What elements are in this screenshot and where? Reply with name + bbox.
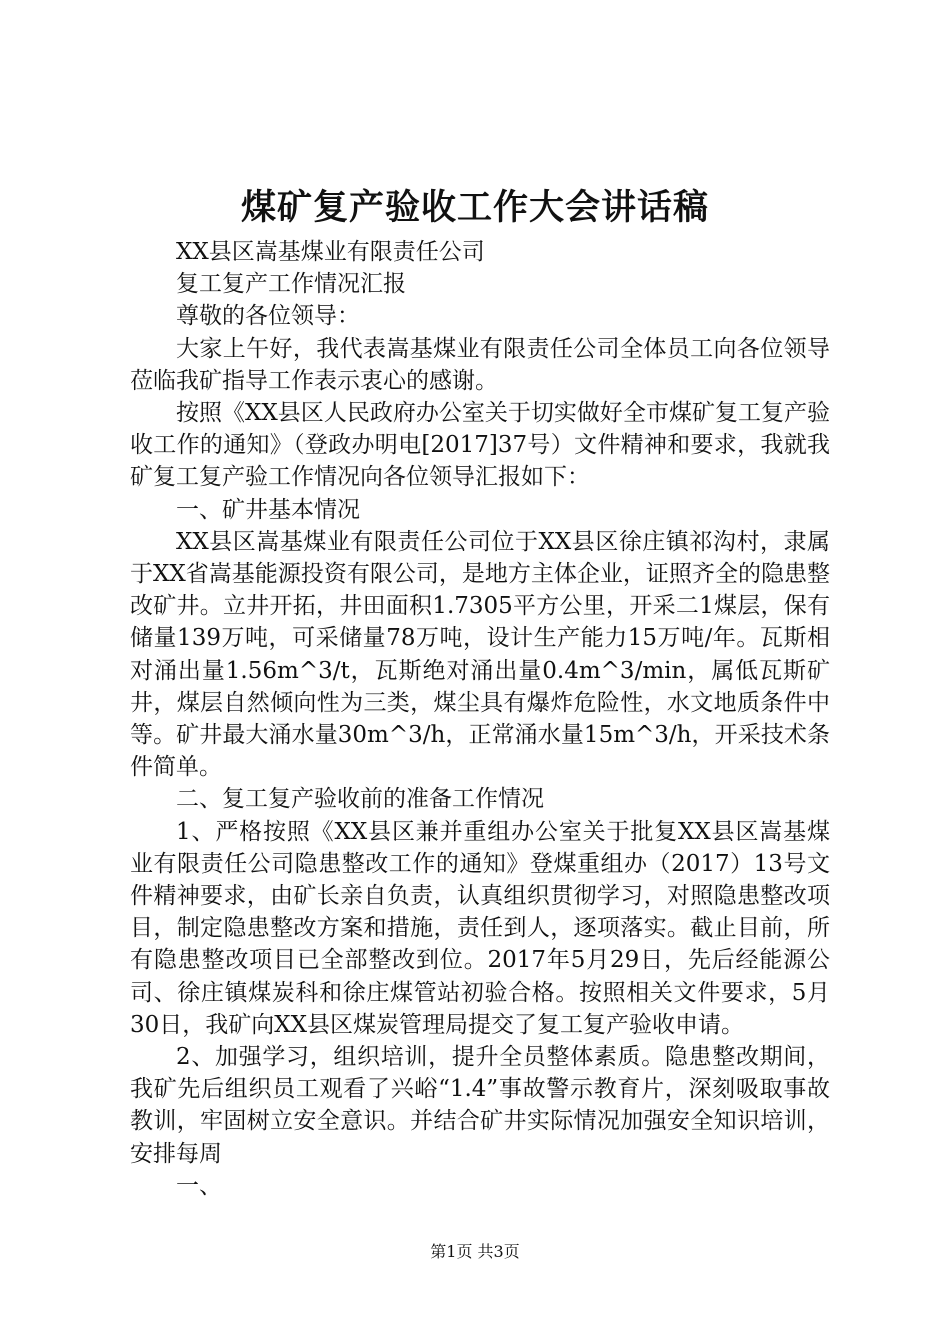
page-footer: 第1页 共3页 — [430, 1242, 520, 1261]
heading-section-1: 一、矿井基本情况 — [176, 496, 360, 523]
paragraph-intro: 按照《XX县区人民政府办公室关于切实做好全市煤矿复工复产验收工作的通知》（登政办明电[2017]37号）文件精神和要求，我就我矿复工复产验工作情况向各位领导汇报如下： — [130, 400, 830, 491]
paragraph-fragment: 一、 — [176, 1172, 222, 1199]
paragraph-mine-basics: XX县区嵩基煤业有限责任公司位于XX县区徐庄镇祁沟村，隶属于XX省嵩基能源投资有限公司，是地方主体企业，证照齐全的隐患整改矿井。立井开拓，井田面积1.7305平方公里，开采二1煤层，保有储量139万吨，可采储量78万吨，设计生产能力15万吨/年。瓦斯相对涌出量1.56m^3/t，瓦斯绝对涌出量0.4m^3/min，属低瓦斯矿井，煤层自然倾向性为三类，煤尘具有爆炸危险性，水文地质条件中等。矿井最大涌水量30m^3/h，正常涌水量15m^3/h，开采技术条件简单。 — [130, 528, 830, 781]
document-body — [130, 236, 830, 1202]
paragraph-greeting: 大家上午好，我代表嵩基煤业有限责任公司全体员工向各位领导莅临我矿指导工作表示衷心的感谢。 — [130, 335, 830, 394]
document-title: 煤矿复产验收工作大会讲话稿 — [240, 187, 709, 228]
paragraph-company: XX县区嵩基煤业有限责任公司 — [176, 239, 485, 265]
paragraph-salutation: 尊敬的各位领导： — [176, 303, 360, 330]
heading-section-2: 二、复工复产验收前的准备工作情况 — [176, 786, 544, 813]
paragraph-item-2: 2、加强学习，组织培训，提升全员整体素质。隐患整改期间，我矿先后组织员工观看了兴峪“1.4”事故警示教育片，深刻吸取事故教训，牢固树立安全意识。并结合矿井实际情况加强安全知识培训，安排每周 — [130, 1044, 830, 1167]
paragraph-item-1: 1、严格按照《XX县区兼并重组办公室关于批复XX县区嵩基煤业有限责任公司隐患整改工作的通知》登煤重组办（2017）13号文件精神要求，由矿长亲自负责，认真组织贯彻学习，对照隐患整改项目，制定隐患整改方案和措施，责任到人，逐项落实。截止目前，所有隐患整改项目已全部整改到位。2017年5月29日，先后经能源公司、徐庄镇煤炭科和徐庄煤管站初验合格。按照相关文件要求，5月30日，我矿向XX县区煤炭管理局提交了复工复产验收申请。 — [130, 818, 830, 1038]
paragraph-report-title: 复工复产工作情况汇报 — [176, 271, 406, 298]
